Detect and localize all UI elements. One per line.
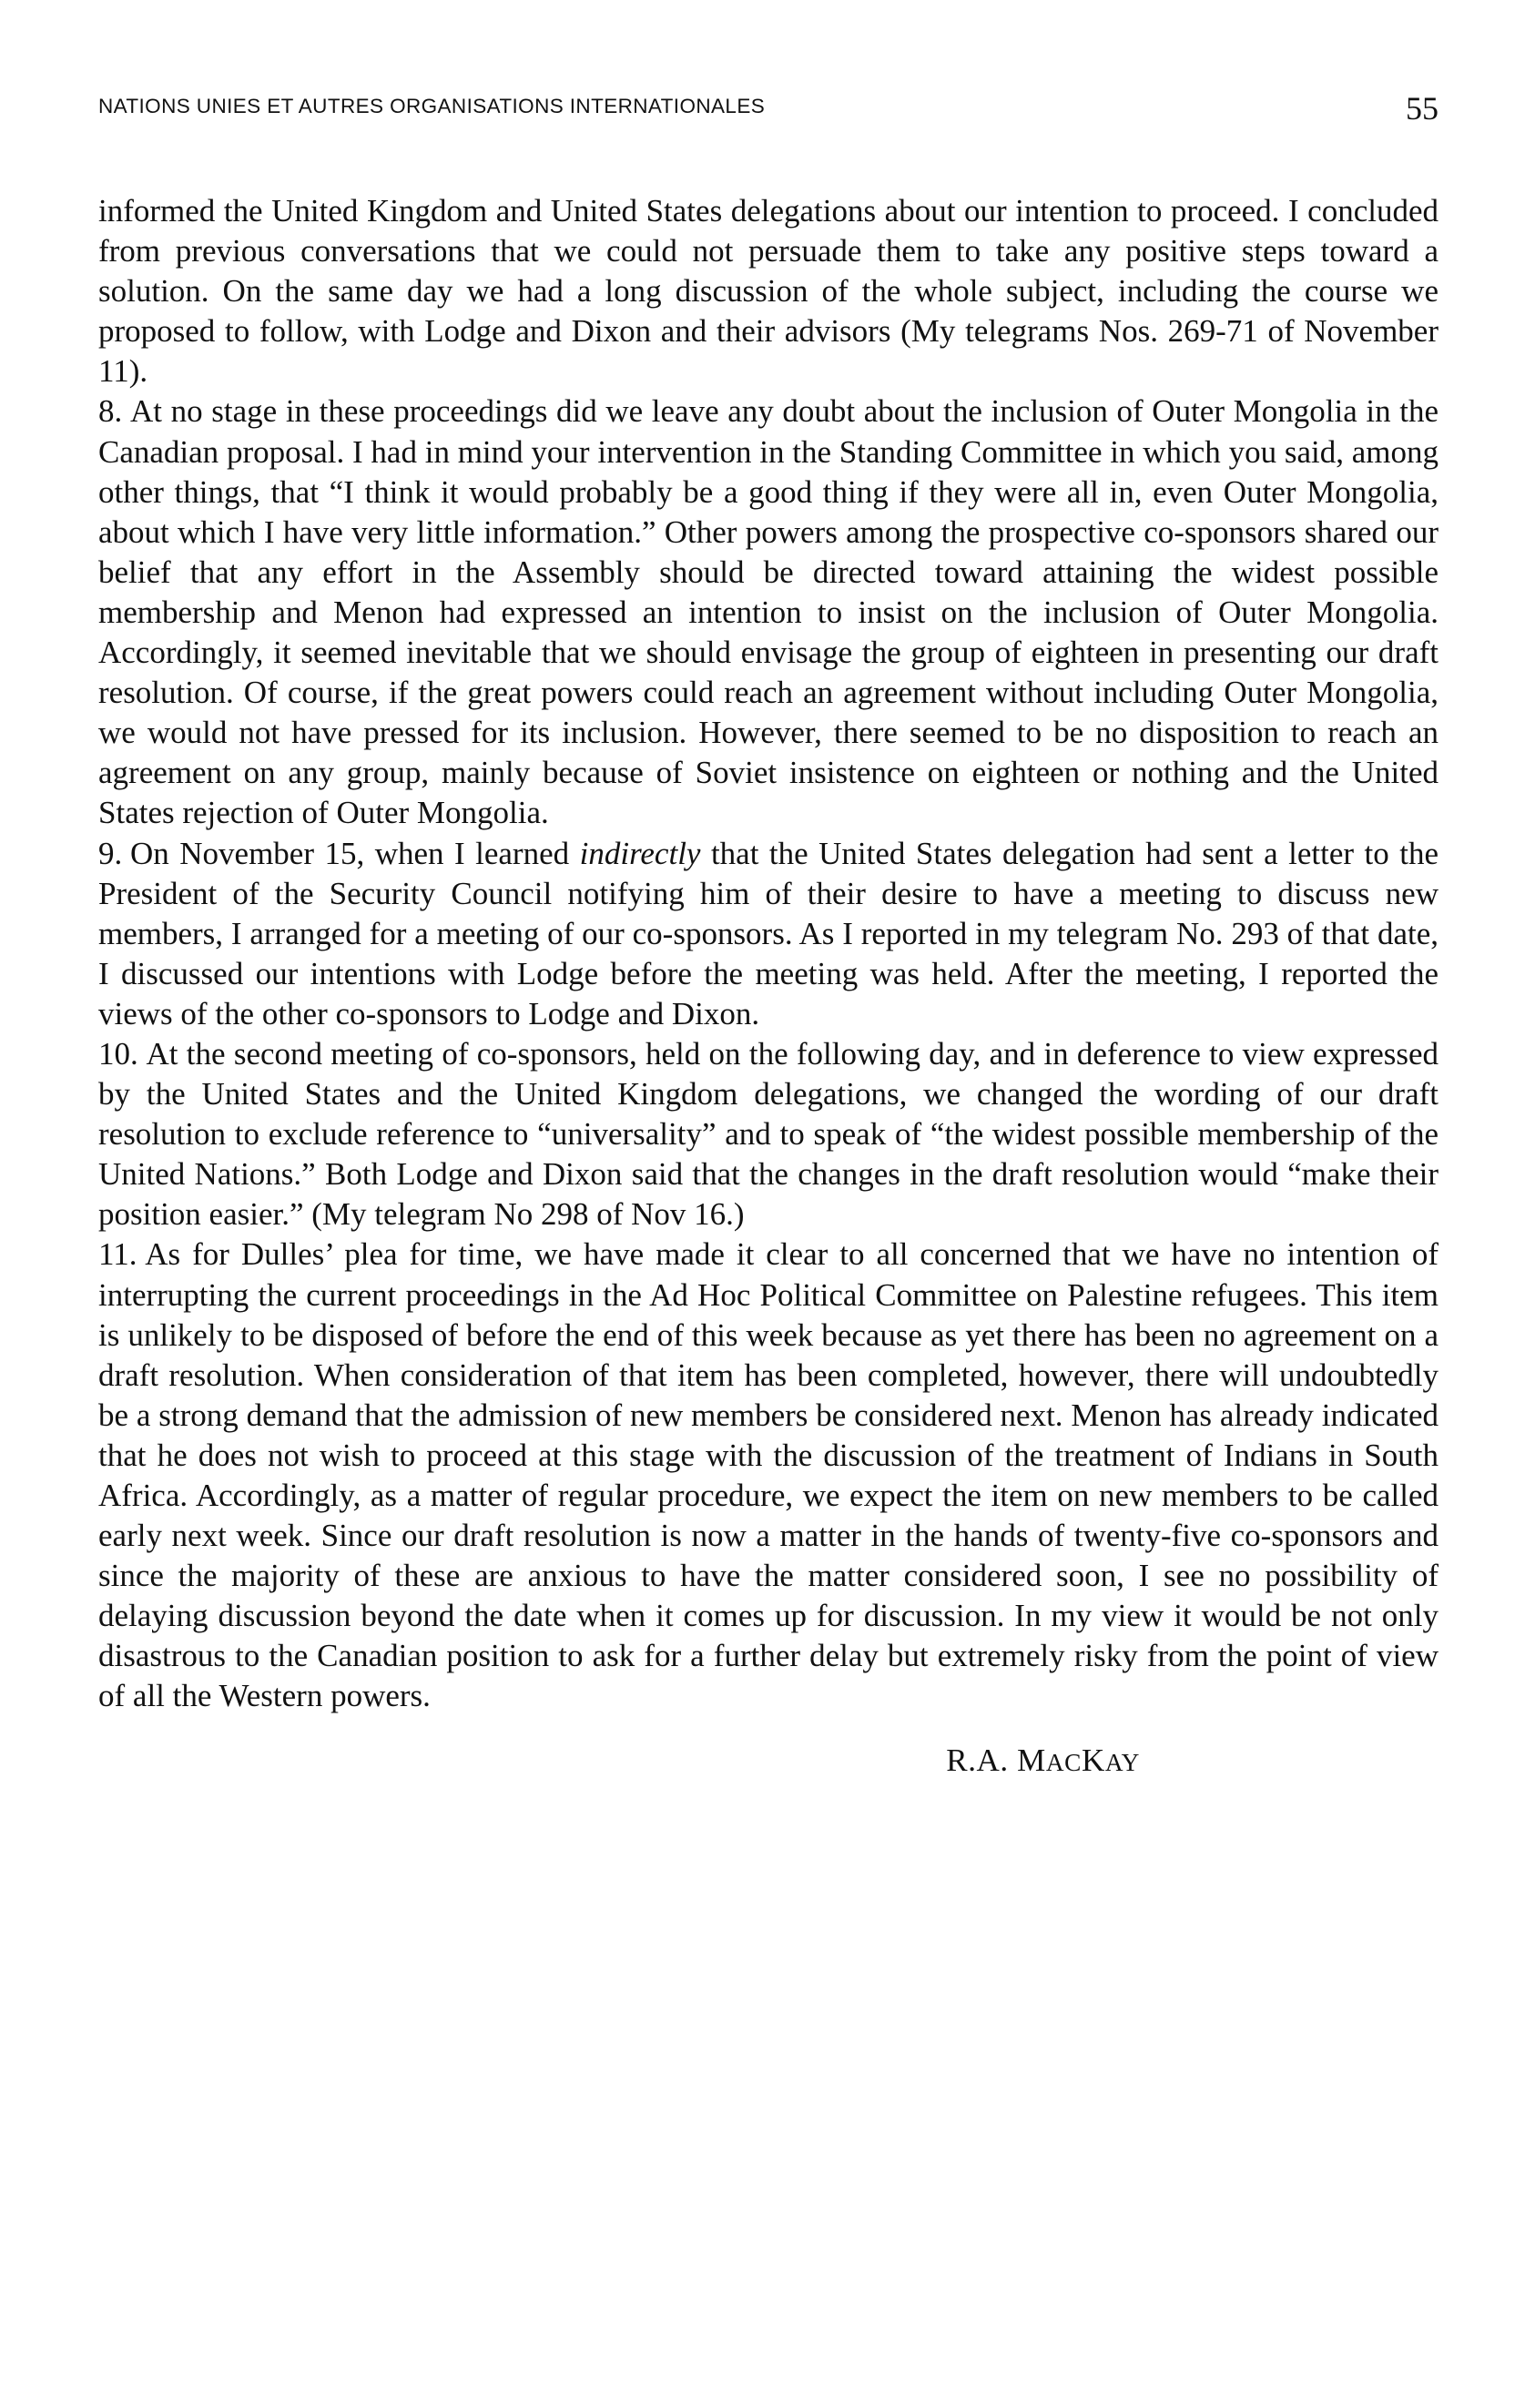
- document-page: [98, 89, 1438, 1783]
- paragraph-9: [98, 834, 1438, 1034]
- paragraph-text-after: that the United States delegation had sent a letter to the President of the Security Council notifying him of their desire to have a meeting to discuss new members, I arranged for a meeting of our co-sponsors. As I reported in my telegram No. 293 of that date, I discussed our intentions with Lodge before the meeting was held. After the meeting, I reported the views of the other co-sponsors to Lodge and Dixon.: [98, 835, 1439, 1031]
- paragraph-10: [98, 1034, 1438, 1234]
- running-title: NATIONS UNIES ET AUTRES ORGANISATIONS INTERNATIONALES: [98, 95, 766, 117]
- paragraph-number: 11.: [98, 1236, 137, 1273]
- page-number: 55: [1406, 90, 1438, 127]
- paragraph-number: 10.: [98, 1035, 138, 1072]
- signature-smallcaps-2: AY: [1104, 1748, 1140, 1776]
- paragraph-number: 8.: [98, 393, 123, 430]
- paragraph-text: At no stage in these proceedings did we leave any doubt about the inclusion of Outer Mongolia in the Canadian proposal. I had in mind your intervention in the Standing Committee in which you said, among other things, that “I think it would probably be a good thing if they were all in, even Outer Mongolia, about which I have very little information.” Other powers among the prospective co-sponsors shared our belief that any effort in the Assembly should be directed toward attaining the widest possible membership and Menon had expressed an intention to insist on the inclusion of Outer Mongolia. Accordingly, it seemed inevitable that we should envisage the group of eighteen in presenting our draft resolution. Of course, if the great powers could reach an agreement without including Outer Mongolia, we would not have pressed for its inclusion. However, there seemed to be no disposition to reach an agreement on any group, mainly because of Soviet insistence on eighteen or nothing and the United States rejection of Outer Mongolia.: [98, 393, 1438, 831]
- paragraph-number: 9.: [98, 835, 123, 871]
- signature-initials: R.A. M: [946, 1742, 1046, 1778]
- paragraph-8: [98, 391, 1438, 833]
- paragraph-text: As for Dulles’ plea for time, we have made it clear to all concerned that we have no intention of interrupting the current proceedings in the Ad Hoc Political Committee on Palestine refugees. This item is unlikely to be disposed of before the end of this week because as yet there has been no agreement on a draft resolution. When consideration of that item has been completed, however, there will undoubtedly be a strong demand that the admission of new members be considered next. Menon has already indicated that he does not wish to proceed at this stage with the discussion of the treatment of Indians in South Africa. Accordingly, as a matter of regular procedure, we expect the item on new members to be called early next week. Since our draft resolution is now a matter in the hands of twenty-five co-sponsors and since the majority of these are anxious to have the matter considered soon, I see no possibility of delaying discussion beyond the date when it comes up for discussion. In my view it would be not only disastrous to the Canadian position to ask for a further delay but extremely risky from the point of view of all the Western powers.: [98, 1236, 1438, 1714]
- paragraph-text: At the second meeting of co-sponsors, held on the following day, and in deference to view expressed by the United States and the United Kingdom delegations, we changed the wording of our draft resolution to exclude reference to “universality” and to speak of “the widest possible membership of the United Nations.” Both Lodge and Dixon said that the changes in the draft resolution would “make their position easier.” (My telegram No 298 of Nov 16.): [98, 1035, 1438, 1233]
- signature: [98, 1741, 1438, 1783]
- signature-capital-k: K: [1081, 1742, 1105, 1778]
- signature-smallcaps-1: AC: [1045, 1748, 1082, 1776]
- paragraph-text: informed the United Kingdom and United States delegations about our intention to proceed. I concluded from previous conversations that we could not persuade them to take any positive steps toward a solution. On the same day we had a long discussion of the whole subject, including the course we proposed to follow, with Lodge and Dixon and their advisors (My telegrams Nos. 269-71 of November 11).: [98, 193, 1438, 390]
- paragraph-emphasis: indirectly: [579, 835, 701, 871]
- paragraph-continued: [98, 191, 1438, 391]
- body-text: [98, 191, 1438, 1717]
- running-head: [98, 89, 1438, 126]
- paragraph-text-before: On November 15, when I learned: [130, 835, 580, 871]
- paragraph-11: [98, 1234, 1438, 1716]
